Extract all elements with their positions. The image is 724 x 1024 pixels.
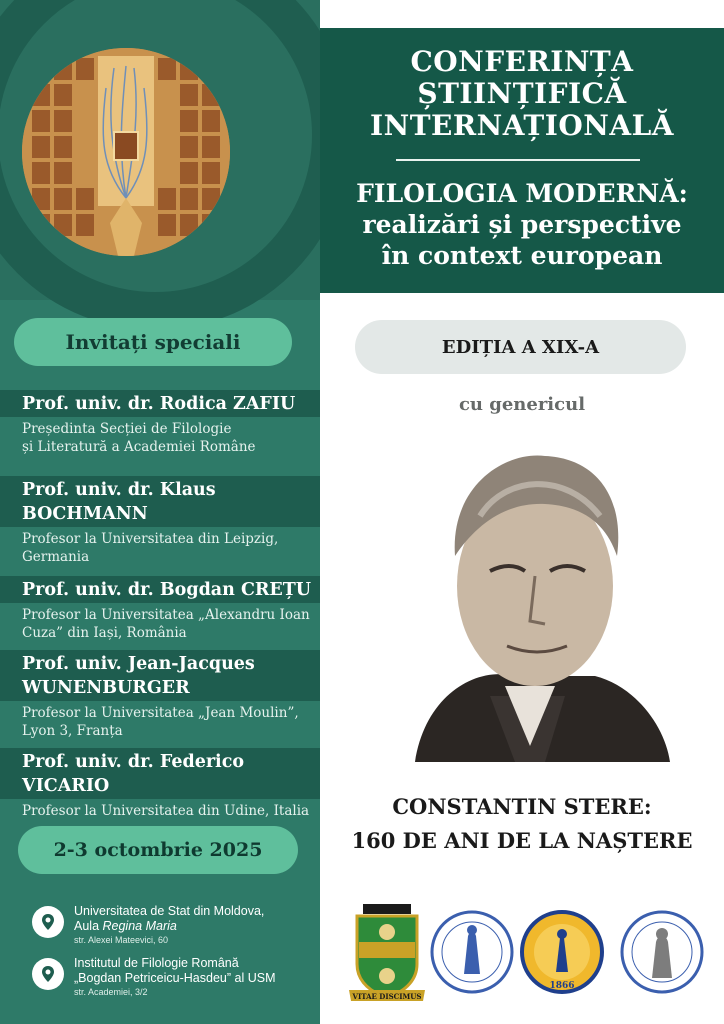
venue-line: Universitatea de Stat din Moldova, — [74, 904, 265, 918]
guest-name-line: WUNENBURGER — [22, 678, 190, 698]
guest-description — [0, 701, 320, 740]
header-panel — [0, 0, 320, 300]
conference-dates: 2-3 octombrie 2025 — [18, 826, 298, 874]
guest-name: Prof. univ. dr. Bogdan CREȚU — [0, 576, 320, 603]
guest-desc-line: Germania — [22, 549, 90, 565]
generic-label: cu genericul — [458, 394, 586, 415]
left-column — [0, 0, 320, 1024]
guest-name-line: Prof. univ. dr. Klaus — [22, 480, 216, 500]
usm-logo — [345, 902, 429, 1002]
guest-desc-line: și Literatură a Academiei Române — [22, 439, 256, 455]
usm-institute-seal — [620, 902, 704, 1002]
guest-name — [0, 650, 320, 701]
guest-name-line: Prof. univ. Jean-Jacques — [22, 654, 255, 674]
guest-name: Prof. univ. dr. Rodica ZAFIU — [0, 390, 320, 417]
venue-line: Institutul de Filologie Română — [74, 956, 239, 970]
venue-hall-prefix: Aula — [74, 919, 103, 933]
venue-hall-name: Regina Maria — [102, 919, 177, 933]
guest-entry-wunenburger — [0, 650, 320, 740]
guest-entry-vicario — [0, 748, 320, 820]
guest-name — [0, 476, 320, 527]
subtitle-line: în context european — [381, 241, 663, 270]
guest-desc-line: Profesor la Universitatea „Alexandru Ioan — [22, 607, 310, 623]
guest-description — [0, 799, 320, 820]
venue-address: str. Academiei, 3/2 — [74, 987, 148, 997]
invited-guests-heading: Invitați speciali — [14, 318, 292, 366]
venue-line: „Bogdan Petriceicu-Hasdeu” al USM — [74, 971, 276, 985]
portrait-photo — [395, 446, 677, 762]
guest-name-line: BOCHMANN — [22, 504, 148, 524]
guest-desc-line: Profesor la Universitatea „Jean Moulin”, — [22, 705, 299, 721]
topic-line: CONSTANTIN STERE: — [392, 794, 652, 819]
venue-institute — [32, 956, 312, 998]
location-pin-icon — [32, 958, 64, 990]
subtitle-line: FILOLOGIA MODERNĂ: — [356, 179, 688, 208]
conference-title — [332, 46, 712, 142]
guest-desc-line: Profesor la Universitatea din Leipzig, — [22, 531, 279, 547]
guest-entry-cretu — [0, 576, 320, 642]
venue-text — [74, 956, 275, 998]
venue-text — [74, 904, 264, 946]
venue-usm — [32, 904, 312, 946]
guest-desc-line: Președinta Secției de Filologie — [22, 421, 232, 437]
academia-year: 1866 — [549, 981, 575, 991]
guest-desc-line: Profesor la Universitatea din Udine, Italia — [22, 803, 310, 819]
venue-address: str. Alexei Mateevici, 60 — [74, 935, 169, 945]
title-divider — [396, 159, 640, 161]
title-line: ȘTIINȚIFICĂ — [417, 77, 627, 110]
guest-entry-zafiu — [0, 390, 320, 456]
painting-image — [22, 48, 230, 256]
conference-subtitle — [332, 178, 712, 271]
academia-romana-seal — [520, 902, 604, 1002]
title-line: CONFERINȚA — [410, 45, 634, 78]
guest-description — [0, 527, 320, 566]
edition-badge: EDIȚIA A XIX-A — [355, 320, 686, 374]
location-pin-icon — [32, 906, 64, 938]
title-line: INTERNAȚIONALĂ — [370, 109, 674, 142]
institute-philology-seal — [430, 902, 514, 1002]
conference-topic — [320, 790, 724, 858]
venue-line — [74, 919, 264, 934]
guest-desc-line: Lyon 3, Franța — [22, 723, 123, 739]
guest-desc-line: Cuza” din Iași, România — [22, 625, 187, 641]
guest-description — [0, 603, 320, 642]
guest-entry-bochmann — [0, 476, 320, 566]
subtitle-line: realizări și perspective — [362, 210, 682, 239]
guest-name: Prof. univ. dr. Federico VICARIO — [0, 748, 320, 799]
topic-line: 160 DE ANI DE LA NAȘTERE — [351, 828, 693, 853]
usm-motto: VITAE DISCIMUS — [352, 992, 422, 1001]
guest-description — [0, 417, 320, 456]
